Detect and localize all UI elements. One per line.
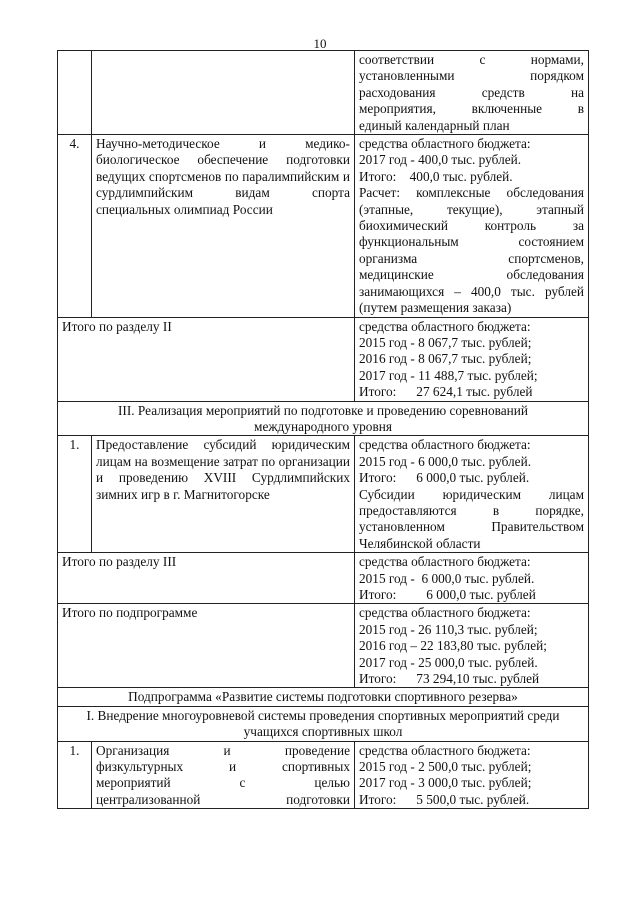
funding-line: занимающихся – 400,0 тыс. рублей	[359, 283, 584, 299]
funding-line: биохимический контроль за	[359, 218, 584, 234]
funding-cell	[355, 604, 589, 687]
funding-line: 2016 год – 22 183,80 тыс. рублей;	[359, 638, 547, 654]
item-number: 1.	[58, 742, 92, 809]
funding-line: (путем размещения заказа)	[359, 300, 512, 316]
table-row	[58, 688, 589, 706]
funding-line: мероприятия, включенные в	[359, 101, 584, 117]
funding-line: соответствии с нормами,	[359, 52, 584, 67]
funding-line: Итого: 6 000,0 тыс. рублей	[359, 587, 536, 602]
item-name: Научно-методическое и медико-биологическое обеспечение подготовки ведущих спортсменов по паралимпийским и сурдлимпийским видам спорта специальных олимпиад России	[92, 135, 355, 316]
funding-line: Итого: 400,0 тыс. рублей.	[359, 168, 513, 184]
funding-cell	[355, 436, 589, 552]
funding-cell	[355, 553, 589, 603]
table-row	[58, 51, 589, 135]
table-row	[58, 135, 589, 317]
funding-cell	[355, 742, 589, 809]
funding-line: 2015 год - 2 500,0 тыс. рублей;	[359, 759, 532, 775]
program-table	[57, 50, 589, 809]
funding-line: средства областного бюджета:	[359, 605, 531, 621]
funding-line: организма спортсменов,	[359, 250, 584, 266]
funding-line: 2015 год - 26 110,3 тыс. рублей;	[359, 621, 538, 637]
funding-line: средства областного бюджета:	[359, 554, 531, 570]
funding-line: средства областного бюджета:	[359, 318, 531, 334]
item-number: 1.	[58, 436, 92, 552]
funding-line: Субсидии юридическим лицам	[359, 486, 584, 502]
funding-line: 2015 год - 8 067,7 тыс. рублей;	[359, 334, 532, 350]
funding-line: 2017 год - 3 000,0 тыс. рублей;	[359, 775, 532, 791]
subprogram-heading: Подпрограмма «Развитие системы подготовки спортивного резерва»	[58, 688, 589, 705]
funding-line: Итого: 73 294,10 тыс. рублей	[359, 671, 540, 687]
table-row	[58, 604, 589, 688]
funding-line: медицинские обследования	[359, 267, 584, 283]
funding-line: Итого: 6 000,0 тыс. рублей.	[359, 470, 530, 486]
funding-line: 2016 год - 8 067,7 тыс. рублей;	[359, 351, 532, 367]
funding-line: средства областного бюджета:	[359, 742, 531, 758]
table-row	[58, 707, 589, 742]
item-name-line: Организация и проведение	[96, 742, 350, 758]
table-row	[58, 553, 589, 604]
item-name-line: мероприятий с целью	[96, 775, 350, 791]
total-label: Итого по подпрограмме	[58, 604, 355, 687]
page-number: 10	[313, 36, 327, 51]
item-name: Предоставление субсидий юридическим лицам на возмещение затрат по организации и проведению XVIII Сурдлимпийских зимних игр в г. Магнитогорске	[92, 436, 355, 552]
funding-line: 2017 год - 25 000,0 тыс. рублей.	[359, 654, 538, 670]
funding-cell	[355, 51, 589, 134]
item-name	[92, 51, 355, 134]
funding-line: установленном Правительством	[359, 519, 584, 535]
funding-line: Итого: 27 624,1 тыс. рублей	[359, 384, 533, 400]
table-row	[58, 318, 589, 402]
funding-cell	[355, 135, 589, 316]
funding-line: предоставляются в порядке,	[359, 502, 584, 518]
funding-line: (этапные, текущие), этапный	[359, 201, 584, 217]
item-name	[92, 742, 355, 809]
funding-line: средства областного бюджета:	[359, 136, 531, 152]
total-label: Итого по разделу III	[58, 553, 355, 603]
table-row	[58, 436, 589, 553]
item-number	[58, 51, 92, 134]
funding-line: средства областного бюджета:	[359, 437, 531, 453]
funding-cell	[355, 318, 589, 401]
funding-line: единый календарный план	[359, 117, 510, 133]
funding-line: 2017 год - 400,0 тыс. рублей.	[359, 152, 522, 168]
funding-line: Челябинской области	[359, 535, 481, 551]
funding-line: Итого: 5 500,0 тыс. рублей.	[359, 791, 530, 807]
table-row	[58, 742, 589, 810]
funding-line: 2015 год - 6 000,0 тыс. рублей.	[359, 453, 532, 469]
section-heading: I. Внедрение многоуровневой системы проведения спортивных мероприятий среди учащихся спортивных школ	[58, 707, 589, 741]
total-label: Итого по разделу II	[58, 318, 355, 401]
funding-line: 2017 год - 11 488,7 тыс. рублей;	[359, 367, 538, 383]
funding-line: Расчет: комплексные обследования	[359, 185, 584, 201]
funding-line: функциональным состоянием	[359, 234, 584, 250]
item-name-line: физкультурных и спортивных	[96, 759, 350, 775]
funding-line: установленными порядком	[359, 68, 584, 84]
table-row	[58, 402, 589, 437]
section-heading: III. Реализация мероприятий по подготовке и проведению соревнований международного уровня	[58, 402, 589, 436]
item-number: 4.	[58, 135, 92, 316]
item-name-line: централизованной подготовки	[96, 791, 350, 807]
funding-line: расходования средств на	[359, 84, 584, 100]
funding-line: 2015 год - 6 000,0 тыс. рублей.	[359, 570, 535, 586]
